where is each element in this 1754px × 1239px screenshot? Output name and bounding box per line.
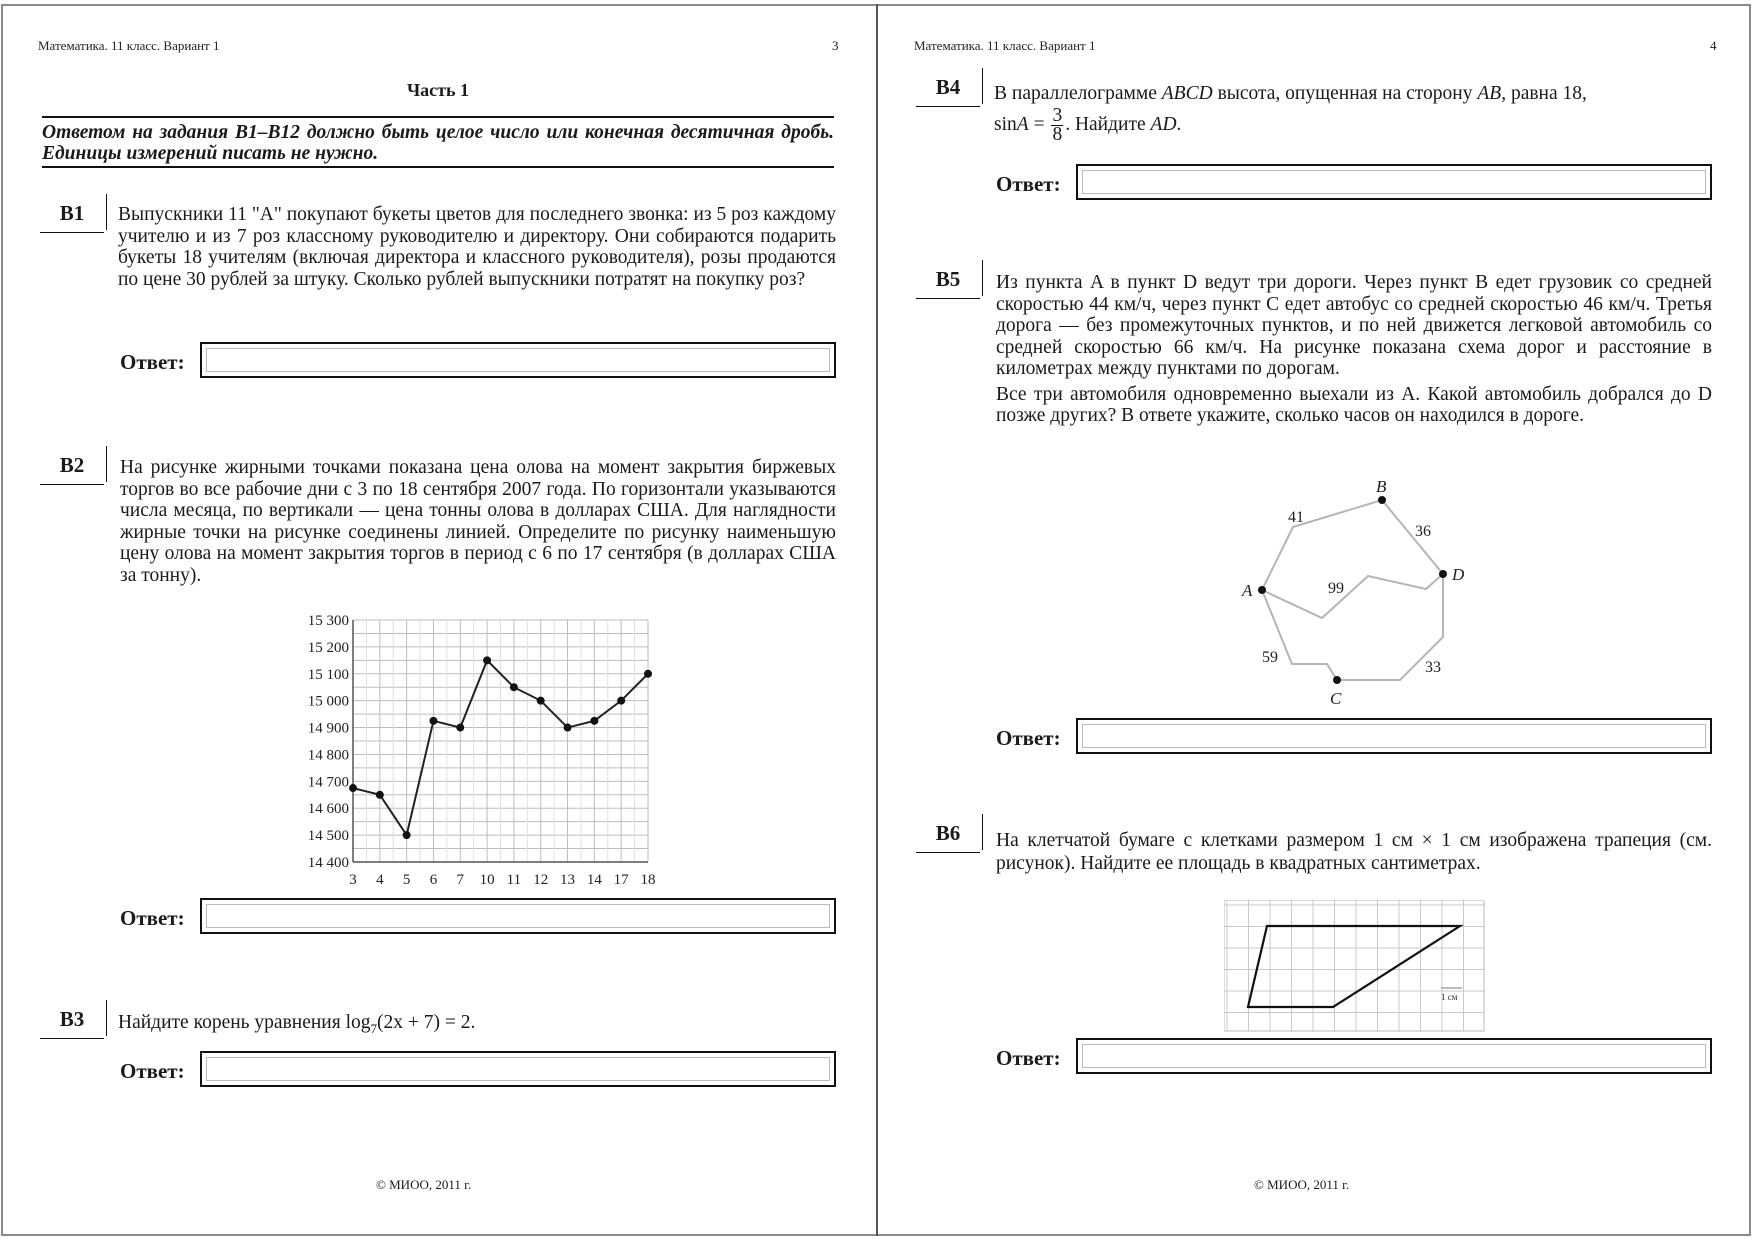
svg-text:6: 6: [429, 872, 438, 888]
chart-y-ticks: [308, 613, 349, 871]
point-a: [1258, 586, 1266, 594]
answer-label-b6: Ответ:: [996, 1046, 1061, 1070]
label-d: D: [1452, 565, 1465, 584]
svg-text:15 200: 15 200: [307, 639, 349, 656]
task-label-b6: B6: [916, 818, 980, 853]
answer-box-b3[interactable]: [200, 1051, 836, 1087]
task-text-b2: На рисунке жирными точками показана цена олова на момент закрытия биржевых торгов во все рабочие дни с 3 по 18 сентября 2007 года. По горизонтали указываются числа месяца, по вертикали — цена тонны олова в долларах США. Для наглядности жирные точки на рисунке соединены линией. Определите по рисунку наименьшую цену олова на момент закрытия торгов в период с 6 по 17 сентября (в долларах США за тонну).: [120, 457, 836, 586]
svg-text:18: 18: [640, 872, 656, 888]
task-label-b1: B1: [40, 198, 104, 233]
page-4: [878, 0, 1754, 1239]
answer-box-b2[interactable]: [200, 898, 836, 934]
label-a: A: [1242, 581, 1253, 600]
answer-input-b4[interactable]: [1082, 170, 1706, 194]
part-title: Часть 1: [406, 80, 470, 100]
task-text-b4: В параллелограмме ABCD высота, опущенная на сторону AB, равна 18, sinA = $\frac{3}{8}$ . Найдите AD.: [994, 83, 1587, 145]
page-footer: © МИОО, 2011 г.: [1254, 1177, 1350, 1192]
answer-label-b3: Ответ:: [120, 1059, 185, 1083]
point-b: [1378, 496, 1386, 504]
answer-box-b6[interactable]: [1076, 1038, 1712, 1074]
svg-text:14 900: 14 900: [307, 720, 349, 737]
answer-box-b4[interactable]: [1076, 164, 1712, 200]
distance-ac: 59: [1262, 649, 1278, 666]
answer-box-b1[interactable]: [200, 342, 836, 378]
answer-label-b5: Ответ:: [996, 726, 1061, 750]
svg-text:12: 12: [533, 872, 549, 888]
svg-text:15 100: 15 100: [307, 666, 349, 683]
road-direct: [1262, 574, 1443, 618]
fraction: $\frac{3}{8}$: [1052, 105, 1063, 145]
svg-text:14 400: 14 400: [307, 855, 349, 871]
svg-text:14 600: 14 600: [307, 801, 349, 818]
answer-label-b4: Ответ:: [996, 172, 1061, 196]
task-label-b5: B5: [916, 264, 980, 299]
svg-text:5: 5: [402, 872, 411, 888]
page-header: Математика. 11 класс. Вариант 1: [914, 38, 1096, 53]
distance-ad: 99: [1328, 580, 1344, 597]
task-text-b5: Из пункта A в пункт D ведут три дороги. Через пункт B едет грузовик со средней скоростью 44 км/ч, через пункт C едет автобус со средней скоростью 46 км/ч. Третья дорога — без промежуточных пунктов, и по ней движется легковой автомобиль со средней скоростью 66 км/ч. На рисунке показана схема дорог и расстояние в километрах между пунктами по дорогам. Все три автомобиля одновременно выехали из A. Какой автомобиль добрался до D позже других? В ответе укажите, сколько часов он находился в дороге.: [996, 272, 1712, 426]
distance-cd: 33: [1425, 659, 1441, 676]
distance-ab: 41: [1288, 509, 1304, 526]
scale-label: 1 см: [1441, 992, 1458, 1002]
task-label-b3: B3: [40, 1004, 104, 1039]
svg-text:3: 3: [349, 872, 357, 888]
label-b: B: [1376, 477, 1387, 496]
svg-text:14 800: 14 800: [307, 747, 349, 764]
chart-x-ticks: [349, 872, 655, 888]
svg-text:15 300: 15 300: [307, 613, 349, 629]
page-number: 4: [1710, 38, 1717, 53]
task-text-b1: Выпускники 11 "А" покупают букеты цветов для последнего звонка: из 5 роз каждому учителю и из 7 роз классному руководителю и директору. Они собираются подарить букеты 18 учителям (включая директора и классного руководителя), розы продаются по цене 30 рублей за штуку. Сколько рублей выпускники потратят на покупку роз?: [118, 204, 836, 290]
svg-text:10: 10: [479, 872, 495, 888]
point-c: [1333, 676, 1341, 684]
answer-input-b1[interactable]: [206, 348, 830, 372]
instructions: Ответом на задания B1–B12 должно быть целое число или конечная десятичная дробь. Единицы измерений писать не нужно.: [42, 116, 834, 168]
svg-text:7: 7: [456, 872, 465, 888]
page-header: Математика. 11 класс. Вариант 1: [38, 38, 220, 53]
answer-input-b3[interactable]: [206, 1057, 830, 1081]
chart-grid: [353, 620, 648, 862]
svg-text:11: 11: [506, 872, 522, 888]
answer-input-b2[interactable]: [206, 904, 830, 928]
roads-diagram: [1230, 470, 1490, 720]
task-label-b4: B4: [916, 72, 980, 107]
distance-bd: 36: [1415, 523, 1431, 540]
answer-input-b6[interactable]: [1082, 1044, 1706, 1068]
answer-box-b5[interactable]: [1076, 718, 1712, 754]
page-number: 3: [832, 38, 839, 53]
point-d: [1439, 570, 1447, 578]
svg-text:14 500: 14 500: [307, 828, 349, 845]
svg-text:14: 14: [586, 872, 602, 888]
svg-text:15 000: 15 000: [307, 693, 349, 710]
answer-label-b1: Ответ:: [120, 350, 185, 374]
tin-price-chart: [280, 605, 670, 895]
svg-text:13: 13: [560, 872, 576, 888]
answer-input-b5[interactable]: [1082, 724, 1706, 748]
task-label-b2: B2: [40, 450, 104, 485]
svg-text:4: 4: [376, 872, 384, 888]
page-footer: © МИОО, 2011 г.: [376, 1177, 472, 1192]
trapezoid: [1248, 926, 1460, 1007]
task-text-b6: На клетчатой бумаге с клетками размером 1 см × 1 см изображена трапеция (см. рисунок). Найдите ее площадь в квадратных сантиметрах.: [996, 830, 1712, 874]
trapezoid-grid-figure: [1224, 900, 1486, 1033]
page-3: [0, 0, 876, 1239]
answer-label-b2: Ответ:: [120, 906, 185, 930]
svg-text:17: 17: [613, 872, 629, 888]
svg-text:14 700: 14 700: [307, 774, 349, 791]
task-text-b3: Найдите корень уравнения $\log_7(2x + 7) = 2$.: [118, 1012, 476, 1036]
label-c: C: [1330, 689, 1342, 708]
